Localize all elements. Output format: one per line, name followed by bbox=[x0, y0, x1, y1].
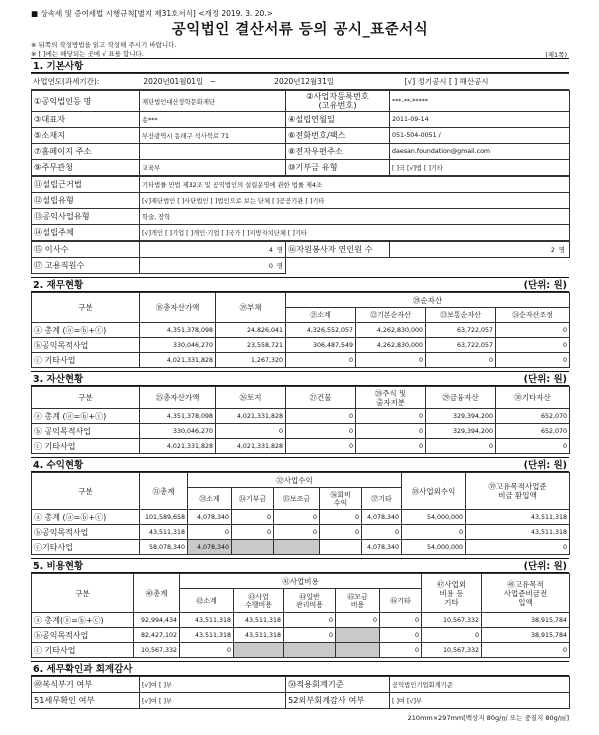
finance-h-sub: ㉓보통순자산 bbox=[426, 308, 496, 323]
basic-label: ⑤소재지 bbox=[32, 128, 140, 144]
expense-h-sub: ㊻기타 bbox=[380, 589, 422, 613]
audit-label: 52외부회계감사 여부 bbox=[286, 693, 390, 709]
basic-label: ⑨주무관청 bbox=[32, 160, 140, 176]
assets-row bbox=[32, 409, 570, 424]
expense-cell: 10,567,332 bbox=[134, 643, 180, 658]
income-cell: 54,000,000 bbox=[402, 510, 466, 525]
expense-table bbox=[31, 573, 570, 658]
basic-table bbox=[31, 73, 569, 90]
basic-wide-row bbox=[32, 177, 570, 193]
finance-h-sub: ㉔순자산조정 bbox=[496, 308, 570, 323]
staff-table bbox=[31, 241, 570, 274]
basic-row bbox=[32, 128, 570, 144]
income-cell: 43,511,318 bbox=[466, 525, 570, 540]
employee-label: ⑰ 고용직원수 bbox=[32, 258, 140, 274]
expense-h-sub: ㊷소계 bbox=[180, 589, 234, 613]
expense-cell: 0 bbox=[482, 643, 570, 658]
assets-header: ㉕총자산가액 bbox=[140, 387, 216, 409]
finance-cell: 4,326,552,057 bbox=[286, 323, 356, 338]
expense-cell bbox=[336, 643, 380, 658]
form-info: ■ 상속세 및 증여세법 시행규칙[별지 제31호서식] <개정 2019. 3. 20.> bbox=[31, 9, 273, 18]
finance-row bbox=[32, 338, 570, 353]
audit-value: [ ]여 [√]부 bbox=[390, 693, 570, 709]
income-row-label: ⓑ공익목적사업 bbox=[32, 525, 140, 540]
assets-cell: 0 bbox=[426, 439, 496, 454]
assets-cell: 0 bbox=[216, 424, 286, 439]
income-cell bbox=[232, 540, 274, 555]
finance-cell: 330,046,270 bbox=[140, 338, 216, 353]
assets-row bbox=[32, 424, 570, 439]
income-cell: 0 bbox=[320, 510, 362, 525]
year-from: 2020년01월01일 bbox=[143, 77, 204, 86]
finance-cell: 23,558,721 bbox=[216, 338, 286, 353]
income-cell: 0 bbox=[274, 510, 320, 525]
finance-cell: 0 bbox=[496, 323, 570, 338]
income-cell: 0 bbox=[466, 540, 570, 555]
note-checkbox: ※ [ ]에는 해당되는 곳에 √ 표를 합니다. bbox=[31, 49, 144, 58]
year-row bbox=[31, 74, 569, 90]
section-basic-title: 1. 기본사항 bbox=[31, 58, 569, 73]
finance-cell: 0 bbox=[286, 353, 356, 368]
expense-h-total: ㊵총계 bbox=[134, 574, 180, 613]
volunteer-cell bbox=[390, 242, 570, 258]
section-assets-title: 3. 자산현황 (단위: 원) bbox=[31, 371, 569, 386]
basic-value: [ ]국 [√]법 [ ]기타 bbox=[390, 160, 570, 176]
basic-value: 재단법인대산장학문화재단 bbox=[140, 91, 286, 112]
audit-value: [√]여 [ ]부 bbox=[140, 693, 286, 709]
page-number: (제1쪽) bbox=[545, 50, 567, 59]
basic-value: daesan.foundation@gmail.com bbox=[390, 144, 570, 160]
basic-row bbox=[32, 112, 570, 128]
expense-cell: 0 bbox=[380, 643, 422, 658]
assets-row-label: ⓒ 기타사업 bbox=[32, 439, 140, 454]
basic-label: ⑧전자우편주소 bbox=[286, 144, 390, 160]
basic-value: 기타법률 민법 제32조 및 공익법인의 설립운영에 관한 법률 제4조 bbox=[140, 177, 570, 193]
income-h-other: ㊳사업외수익 bbox=[402, 473, 466, 510]
section-expense-title: 5. 비용현황 (단위: 원) bbox=[31, 558, 569, 573]
section-audit-title: 6. 세무확인과 회계감사 bbox=[31, 661, 569, 676]
income-row bbox=[32, 525, 570, 540]
year-label: 사업연도(과세기간): bbox=[33, 77, 100, 86]
audit-label: ㊾복식부기 여부 bbox=[32, 677, 140, 693]
expense-cell: 43,511,318 bbox=[180, 628, 234, 643]
assets-gubun: 구분 bbox=[32, 387, 140, 409]
finance-cell: 4,262,830,000 bbox=[356, 338, 426, 353]
income-cell: 0 bbox=[232, 525, 274, 540]
income-h-sub: ㊱회비 수익 bbox=[320, 488, 362, 510]
expense-row-label: ⓑ공익목적사업 bbox=[32, 628, 134, 643]
basic-label: ①공익법인등 명 bbox=[32, 91, 140, 112]
basic-info-table bbox=[31, 90, 570, 176]
audit-table bbox=[31, 676, 570, 709]
assets-cell: 329,394,200 bbox=[426, 424, 496, 439]
basic-label: ⑫설립유형 bbox=[32, 193, 140, 209]
assets-cell: 330,046,270 bbox=[140, 424, 216, 439]
unit-person: 명 bbox=[558, 247, 565, 254]
finance-table bbox=[31, 292, 570, 368]
expense-cell: 82,427,102 bbox=[134, 628, 180, 643]
expense-cell: 0 bbox=[180, 643, 234, 658]
paper-size-footer: 210mm×297mm[백상지 80g/㎡ 또는 중질지 80g/㎡] bbox=[407, 714, 569, 722]
expense-row bbox=[32, 613, 570, 628]
expense-cell bbox=[336, 628, 380, 643]
finance-cell: 306,487,549 bbox=[286, 338, 356, 353]
expense-cell: 0 bbox=[380, 613, 422, 628]
section-finance-title: 2. 재무현황 (단위: 원) bbox=[31, 277, 569, 292]
expense-cell: 38,915,784 bbox=[482, 628, 570, 643]
expense-cell: 92,994,434 bbox=[134, 613, 180, 628]
assets-cell: 329,394,200 bbox=[426, 409, 496, 424]
income-unit: (단위: 원) bbox=[523, 460, 567, 471]
assets-row-label: ⓐ 총계 (ⓐ=ⓑ+ⓒ) bbox=[32, 409, 140, 424]
finance-h-net: ⑳순자산 bbox=[286, 293, 570, 308]
income-cell: 0 bbox=[232, 510, 274, 525]
employee-value: 0 bbox=[268, 263, 273, 270]
audit-value: [√]여 [ ]부 bbox=[140, 677, 286, 693]
basic-value: [√]개인 [ ]기업 [ ]개인·기업 [ ]국가 [ ]지방자치단체 [ ]기타 bbox=[140, 225, 570, 241]
expense-h-biz: ㊶사업비용 bbox=[180, 574, 422, 589]
assets-cell: 4,021,331,828 bbox=[140, 439, 216, 454]
finance-row-label: ⓑ공익목적사업 bbox=[32, 338, 140, 353]
assets-table bbox=[31, 386, 570, 454]
expense-h-reserve: ㊽고유목적 사업준비금전 입액 bbox=[482, 574, 570, 613]
income-cell: 4,078,340 bbox=[362, 510, 402, 525]
assets-cell: 4,021,331,828 bbox=[216, 439, 286, 454]
year-tilde: ~ bbox=[209, 77, 217, 86]
income-cell: 4,078,340 bbox=[188, 510, 232, 525]
basic-label: ③대표자 bbox=[32, 112, 140, 128]
unit-person: 명 bbox=[276, 247, 283, 254]
basic-wide-table bbox=[31, 176, 570, 241]
income-row bbox=[32, 540, 570, 555]
basic-label: ⑥전화번호/팩스 bbox=[286, 128, 390, 144]
expense-h-sub: ㊸사업 수행비용 bbox=[234, 589, 284, 613]
audit-row bbox=[32, 677, 570, 693]
volunteer-label: ⑯자원봉사자 연인원 수 bbox=[286, 242, 390, 258]
finance-cell: 0 bbox=[496, 338, 570, 353]
disclosure-type[interactable]: [√] 정기공시 [ ] 해산공시 bbox=[404, 77, 489, 86]
income-h-sub: ㉝소계 bbox=[188, 488, 232, 510]
expense-cell: 0 bbox=[336, 613, 380, 628]
assets-cell: 0 bbox=[286, 424, 356, 439]
income-cell: 54,000,000 bbox=[402, 540, 466, 555]
expense-cell: 38,915,784 bbox=[482, 613, 570, 628]
income-gubun: 구분 bbox=[32, 473, 140, 510]
basic-label: ⑦홈페이지 주소 bbox=[32, 144, 140, 160]
assets-header: ㉖토지 bbox=[216, 387, 286, 409]
assets-cell: 0 bbox=[496, 439, 570, 454]
finance-cell: 0 bbox=[426, 353, 496, 368]
income-row-label: ⓐ 총계 (ⓐ=ⓑ+ⓒ) bbox=[32, 510, 140, 525]
income-h-biz: ㉜사업수익 bbox=[188, 473, 402, 488]
note-instructions: ※ 뒤쪽의 작성방법을 읽고 작성해 주시기 바랍니다. bbox=[31, 41, 177, 49]
board-count-value: 4 bbox=[268, 247, 273, 254]
assets-cell: 652,070 bbox=[496, 409, 570, 424]
basic-value: 교육부 bbox=[140, 160, 286, 176]
basic-value: 학술, 장학 bbox=[140, 209, 570, 225]
income-h-reserve: ㊴고유목적사업준 비금 환입액 bbox=[466, 473, 570, 510]
income-row bbox=[32, 510, 570, 525]
audit-row bbox=[32, 693, 570, 709]
basic-wide-row bbox=[32, 209, 570, 225]
finance-cell: 4,021,331,828 bbox=[140, 353, 216, 368]
board-count-label: ⑮ 이사수 bbox=[32, 242, 140, 258]
expense-row-label: ⓐ 총계(ⓐ=ⓑ+ⓒ) bbox=[32, 613, 134, 628]
assets-cell: 652,070 bbox=[496, 424, 570, 439]
assets-unit: (단위: 원) bbox=[523, 374, 567, 385]
assets-cell: 0 bbox=[356, 424, 426, 439]
assets-header: ㉘주식 및 출자지분 bbox=[356, 387, 426, 409]
staff-row bbox=[32, 242, 570, 258]
expense-cell: 0 bbox=[284, 628, 336, 643]
finance-gubun: 구분 bbox=[32, 293, 140, 323]
assets-cell: 0 bbox=[286, 439, 356, 454]
basic-row bbox=[32, 144, 570, 160]
income-h-sub: ㉞기부금 bbox=[232, 488, 274, 510]
finance-cell: 4,351,378,098 bbox=[140, 323, 216, 338]
finance-unit: (단위: 원) bbox=[523, 280, 567, 291]
employee-cell bbox=[140, 258, 286, 274]
finance-cell: 63,722,057 bbox=[426, 338, 496, 353]
basic-row bbox=[32, 91, 570, 112]
income-cell: 0 bbox=[362, 525, 402, 540]
assets-cell: 0 bbox=[286, 409, 356, 424]
finance-cell: 0 bbox=[496, 353, 570, 368]
income-cell: 0 bbox=[320, 525, 362, 540]
expense-cell bbox=[284, 643, 336, 658]
assets-header: ㉗건물 bbox=[286, 387, 356, 409]
income-cell: 0 bbox=[188, 525, 232, 540]
audit-label: 51세무확인 여부 bbox=[32, 693, 140, 709]
basic-label: ②사업자등록번호 (고유번호) bbox=[286, 91, 390, 112]
income-cell bbox=[320, 540, 362, 555]
expense-cell bbox=[234, 643, 284, 658]
form-title: 공익법인 결산서류 등의 공시_표준서식 bbox=[171, 22, 429, 38]
basic-value bbox=[140, 144, 286, 160]
income-h-sub: ㉟보조금 bbox=[274, 488, 320, 510]
form-page bbox=[31, 8, 569, 722]
expense-cell: 0 bbox=[380, 628, 422, 643]
finance-cell: 24,826,041 bbox=[216, 323, 286, 338]
basic-value: 송*** bbox=[140, 112, 286, 128]
income-h-sub: ㊲기타 bbox=[362, 488, 402, 510]
income-cell: 101,589,658 bbox=[140, 510, 188, 525]
assets-cell: 0 bbox=[356, 409, 426, 424]
expense-cell: 10,567,332 bbox=[422, 643, 482, 658]
finance-row-label: ⓐ 총계 (ⓐ=ⓑ+ⓒ) bbox=[32, 323, 140, 338]
basic-label: ④설립연월일 bbox=[286, 112, 390, 128]
year-to: 2020년12월31일 bbox=[274, 77, 335, 86]
expense-unit: (단위: 원) bbox=[523, 561, 567, 572]
income-row-label: ⓒ기타사업 bbox=[32, 540, 140, 555]
assets-header: ㉚기타자산 bbox=[496, 387, 570, 409]
income-h-total: ㉛총계 bbox=[140, 473, 188, 510]
finance-cell: 63,722,057 bbox=[426, 323, 496, 338]
volunteer-value: 2 bbox=[550, 247, 555, 254]
basic-label: ⑩기부금 유형 bbox=[286, 160, 390, 176]
assets-row bbox=[32, 439, 570, 454]
assets-cell: 4,021,331,828 bbox=[216, 409, 286, 424]
finance-h-sub: ㉒기본순자산 bbox=[356, 308, 426, 323]
expense-cell: 0 bbox=[284, 613, 336, 628]
finance-h-assets: ⑱총자산가액 bbox=[140, 293, 216, 323]
finance-cell: 4,262,830,000 bbox=[356, 323, 426, 338]
basic-wide-row bbox=[32, 193, 570, 209]
finance-row bbox=[32, 353, 570, 368]
income-cell: 43,511,318 bbox=[466, 510, 570, 525]
expense-row bbox=[32, 628, 570, 643]
finance-row bbox=[32, 323, 570, 338]
expense-gubun: 구분 bbox=[32, 574, 134, 613]
assets-cell: 0 bbox=[356, 439, 426, 454]
employee-row bbox=[32, 258, 570, 274]
expense-cell: 43,511,318 bbox=[234, 628, 284, 643]
basic-value: 2011-09-14 bbox=[390, 112, 570, 128]
finance-cell: 0 bbox=[356, 353, 426, 368]
basic-row bbox=[32, 160, 570, 176]
basic-value: 051-504-0051 / bbox=[390, 128, 570, 144]
finance-cell: 1,267,320 bbox=[216, 353, 286, 368]
income-table bbox=[31, 472, 570, 555]
expense-row-label: ⓒ 기타사업 bbox=[32, 643, 134, 658]
finance-h-debt: ⑲부채 bbox=[216, 293, 286, 323]
basic-value: 부산광역시 동래구 석사북로 71 bbox=[140, 128, 286, 144]
basic-label: ⑬공익사업유형 bbox=[32, 209, 140, 225]
assets-cell: 4,351,378,098 bbox=[140, 409, 216, 424]
income-cell: 43,511,318 bbox=[140, 525, 188, 540]
income-cell: 58,078,340 bbox=[140, 540, 188, 555]
expense-cell: 10,567,332 bbox=[422, 613, 482, 628]
basic-label: ⑭설립주체 bbox=[32, 225, 140, 241]
expense-row bbox=[32, 643, 570, 658]
board-count-cell bbox=[140, 242, 286, 258]
basic-label: ⑪설립근거법 bbox=[32, 177, 140, 193]
income-cell: 4,078,340 bbox=[362, 540, 402, 555]
basic-wide-row bbox=[32, 225, 570, 241]
audit-label: ㊿적용회계기준 bbox=[286, 677, 390, 693]
expense-h-sub: ㊹일반 관리비용 bbox=[284, 589, 336, 613]
empty-cell bbox=[286, 258, 570, 274]
audit-value: 공익법인기업회계기준 bbox=[390, 677, 570, 693]
assets-header: ㉙금융자산 bbox=[426, 387, 496, 409]
income-cell bbox=[274, 540, 320, 555]
finance-row-label: ⓒ 기타사업 bbox=[32, 353, 140, 368]
basic-value: ***-**-***** bbox=[390, 91, 570, 112]
income-cell: 0 bbox=[402, 525, 466, 540]
expense-cell: 43,511,318 bbox=[180, 613, 234, 628]
unit-person: 명 bbox=[276, 263, 283, 270]
finance-h-sub: ㉑소계 bbox=[286, 308, 356, 323]
expense-cell: 43,511,318 bbox=[234, 613, 284, 628]
expense-h-sub: ㊺모금 비용 bbox=[336, 589, 380, 613]
income-cell: 0 bbox=[274, 525, 320, 540]
expense-cell: 0 bbox=[422, 628, 482, 643]
basic-value: [√]재단법인 [ ]사단법인 [ ]법인으로 보는 단체 [ ]공공기관 [ ]기타 bbox=[140, 193, 570, 209]
section-income-title: 4. 수익현황 (단위: 원) bbox=[31, 457, 569, 472]
assets-row-label: ⓑ 공익목적사업 bbox=[32, 424, 140, 439]
expense-h-other: ㊼사업외 비용 등 기타 bbox=[422, 574, 482, 613]
income-cell: 4,078,340 bbox=[188, 540, 232, 555]
